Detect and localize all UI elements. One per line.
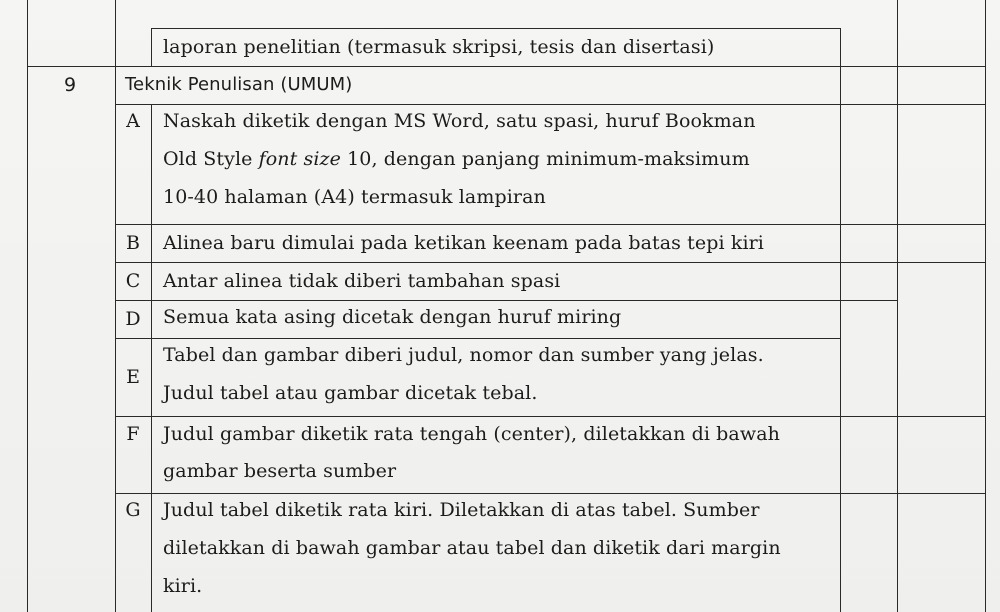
item-text-line: kiri. (163, 575, 203, 597)
item-text-segment: Old Style (163, 148, 259, 170)
item-text-line: gambar beserta sumber (163, 460, 397, 482)
item-text-line: Judul tabel diketik rata kiri. Diletakkan di atas tabel. Sumber (163, 499, 760, 521)
table-border-code-col (151, 105, 152, 612)
item-text-line (163, 140, 750, 178)
item-code: D (125, 308, 141, 330)
table-border-code-col (151, 28, 152, 66)
item-text-line: Alinea baru dimulai pada ketikan keenam pada batas tepi kiri (163, 232, 764, 254)
item-text-italic: font size (258, 148, 341, 170)
item-text-line: Judul gambar diketik rata tengah (center), diletakkan di bawah (163, 423, 780, 445)
item-code: C (125, 270, 141, 292)
item-text-line: Judul tabel atau gambar dicetak tebal. (163, 382, 538, 404)
table-border-right (985, 0, 986, 612)
item-code: F (126, 423, 140, 445)
item-code: A (126, 110, 140, 132)
item-text-line: Naskah diketik dengan MS Word, satu spasi, huruf Bookman (163, 110, 756, 132)
intro-row-text: laporan penelitian (termasuk skripsi, tesis dan disertasi) (163, 36, 715, 58)
table-border-text-col-end (840, 28, 841, 612)
item-text-line: Antar alinea tidak diberi tambahan spasi (163, 270, 561, 292)
item-text-line: Tabel dan gambar diberi judul, nomor dan sumber yang jelas. (163, 344, 764, 366)
item-code: E (126, 366, 140, 388)
table-border-left (27, 0, 28, 612)
item-text-line: diletakkan di bawah gambar atau tabel dan diketik dari margin (163, 537, 781, 559)
table-border-check-col (897, 0, 898, 612)
item-text-line: Semua kata asing dicetak dengan huruf miring (163, 306, 622, 328)
item-text-line: 10-40 halaman (A4) termasuk lampiran (163, 186, 546, 208)
item-code: G (125, 499, 141, 521)
section-title: Teknik Penulisan (UMUM) (125, 74, 353, 95)
section-number: 9 (63, 74, 77, 96)
item-code: B (126, 232, 140, 254)
item-text-segment: 10, dengan panjang minimum-maksimum (340, 148, 750, 170)
